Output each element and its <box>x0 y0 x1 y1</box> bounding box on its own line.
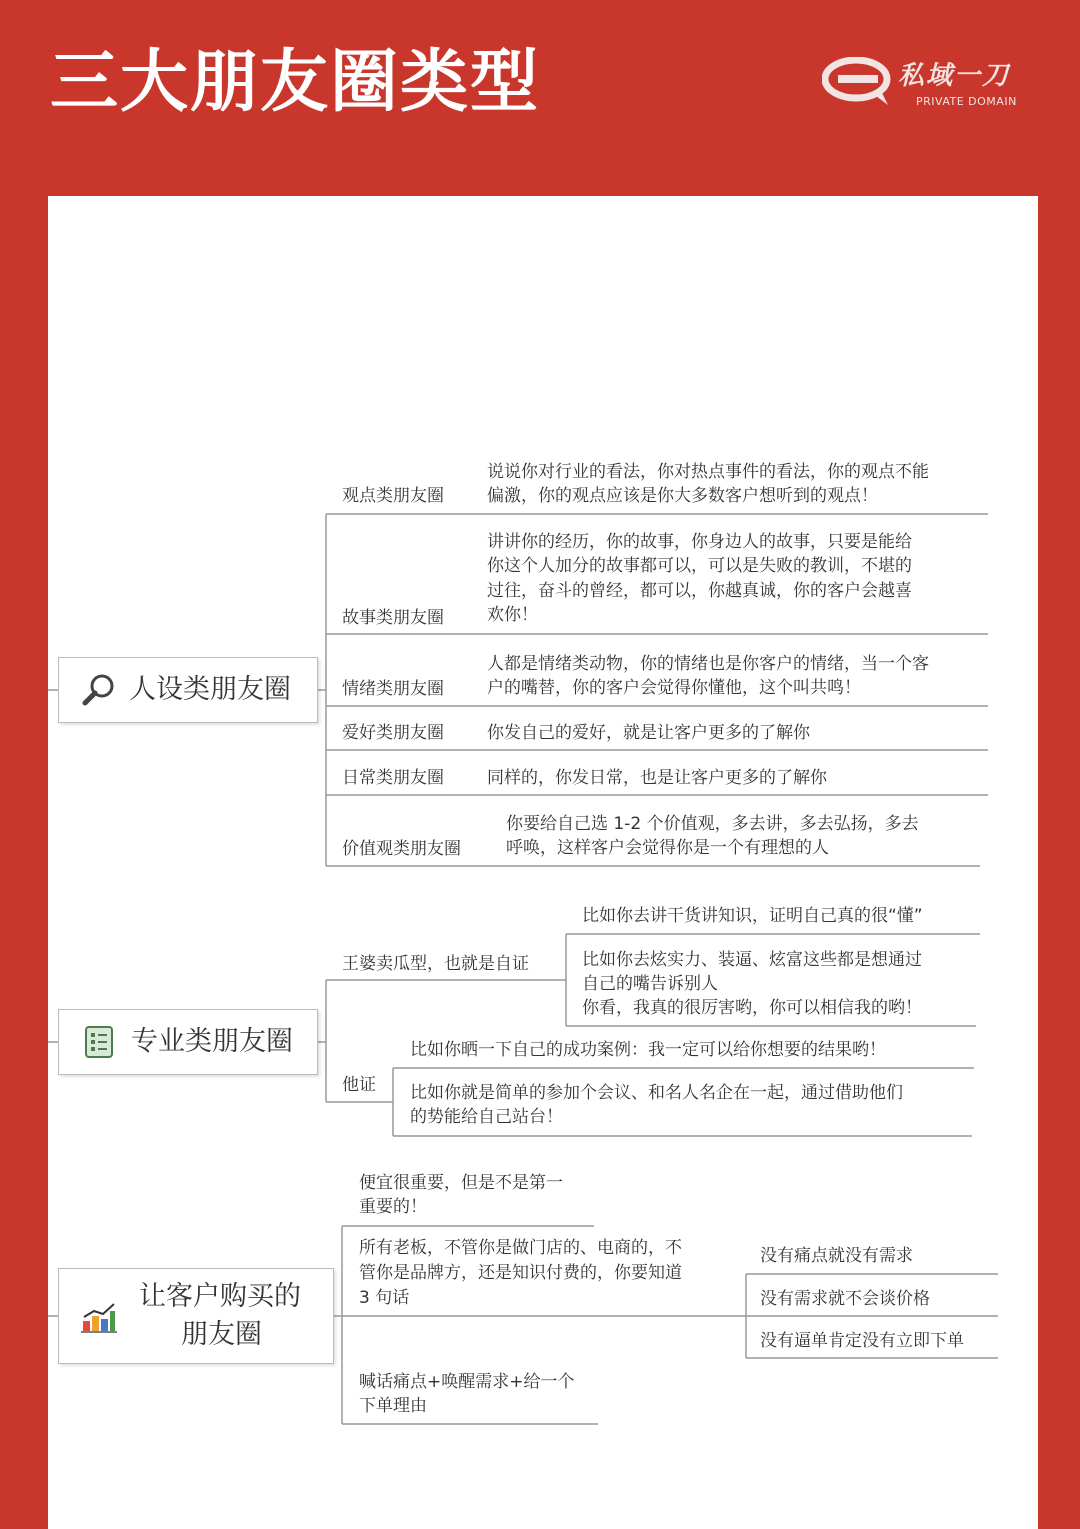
main-node-label: 让客户购买的 <box>139 1281 301 1312</box>
description-line: 3 句话 <box>359 1288 410 1308</box>
brand-logo <box>822 55 1032 115</box>
branch-label: 情绪类朋友圈 <box>342 679 444 699</box>
description-line: 你这个人加分的故事都可以，可以是失败的教训，不堪的 <box>487 556 912 576</box>
description-line: 说说你对行业的看法，你对热点事件的看法，你的观点不能 <box>487 462 929 482</box>
description-line: 管你是品牌方，还是知识付费的，你要知道 <box>359 1263 682 1283</box>
description-line: 下单理由 <box>359 1396 427 1416</box>
branch-label: 价值观类朋友圈 <box>342 839 461 859</box>
logo-subtext: PRIVATE DOMAIN <box>916 95 1017 108</box>
description-line: 比如你晒一下自己的成功案例：我一定可以给你想要的结果哟！ <box>410 1040 886 1060</box>
page-title: 三大朋友圈类型 <box>50 42 541 122</box>
description-line: 自己的嘴告诉别人 <box>582 974 718 994</box>
description-line: 喊话痛点+唤醒需求+给一个 <box>359 1372 575 1392</box>
description-line: 你发自己的爱好，就是让客户更多的了解你 <box>487 723 810 743</box>
main-node-persona <box>58 657 318 723</box>
sub-item: 没有需求就不会谈价格 <box>760 1289 930 1309</box>
description-line: 呼唤，这样客户会觉得你是一个有理想的人 <box>506 838 829 858</box>
mindmap-paper <box>48 196 1038 1529</box>
main-node-purchase <box>58 1268 334 1364</box>
description-line: 比如你去炫实力、装逼、炫富这些都是想通过 <box>582 950 922 970</box>
bar-chart-icon <box>81 1301 117 1333</box>
main-node-label: 朋友圈 <box>181 1319 262 1350</box>
branch-label: 他证 <box>342 1075 376 1095</box>
sub-item: 没有逼单肯定没有立即下单 <box>760 1331 964 1351</box>
description-line: 欢你！ <box>487 605 538 625</box>
main-node-label: 人设类朋友圈 <box>129 674 291 705</box>
branch-label: 王婆卖瓜型，也就是自证 <box>342 954 529 974</box>
branch-label: 爱好类朋友圈 <box>342 723 444 743</box>
checklist-icon <box>83 1025 117 1059</box>
description-line: 同样的，你发日常，也是让客户更多的了解你 <box>487 768 827 788</box>
logo-mark-icon <box>822 57 894 107</box>
description-line: 你看，我真的很厉害哟，你可以相信我的哟！ <box>582 998 922 1018</box>
description-line: 比如你就是简单的参加个会议、和名人名企在一起，通过借助他们 <box>410 1083 903 1103</box>
sub-item: 没有痛点就没有需求 <box>760 1246 913 1266</box>
description-line: 讲讲你的经历，你的故事，你身边人的故事，只要是能给 <box>487 532 912 552</box>
logo-text: 私域一刀 <box>898 61 1011 91</box>
description-line: 比如你去讲干货讲知识，证明自己真的很“懂” <box>582 906 923 926</box>
branch-label: 观点类朋友圈 <box>342 486 444 506</box>
magnifier-icon <box>81 672 117 708</box>
description-line: 过往，奋斗的曾经，都可以，你越真诚，你的客户会越喜 <box>487 581 912 601</box>
branch-label: 日常类朋友圈 <box>342 768 444 788</box>
description-line: 你要给自己选 1-2 个价值观，多去讲，多去弘扬，多去 <box>506 814 919 834</box>
main-node-professional <box>58 1009 318 1075</box>
description-line: 便宜很重要，但是不是第一 <box>359 1173 563 1193</box>
description-line: 所有老板，不管你是做门店的、电商的，不 <box>359 1238 682 1258</box>
branch-label: 故事类朋友圈 <box>342 608 444 628</box>
description-line: 的势能给自己站台！ <box>410 1107 563 1127</box>
description-line: 重要的！ <box>359 1197 427 1217</box>
main-node-label: 专业类朋友圈 <box>131 1026 293 1057</box>
description-line: 户的嘴替，你的客户会觉得你懂他，这个叫共鸣！ <box>487 678 861 698</box>
description-line: 人都是情绪类动物，你的情绪也是你客户的情绪，当一个客 <box>487 654 929 674</box>
description-line: 偏激，你的观点应该是你大多数客户想听到的观点！ <box>487 486 878 506</box>
